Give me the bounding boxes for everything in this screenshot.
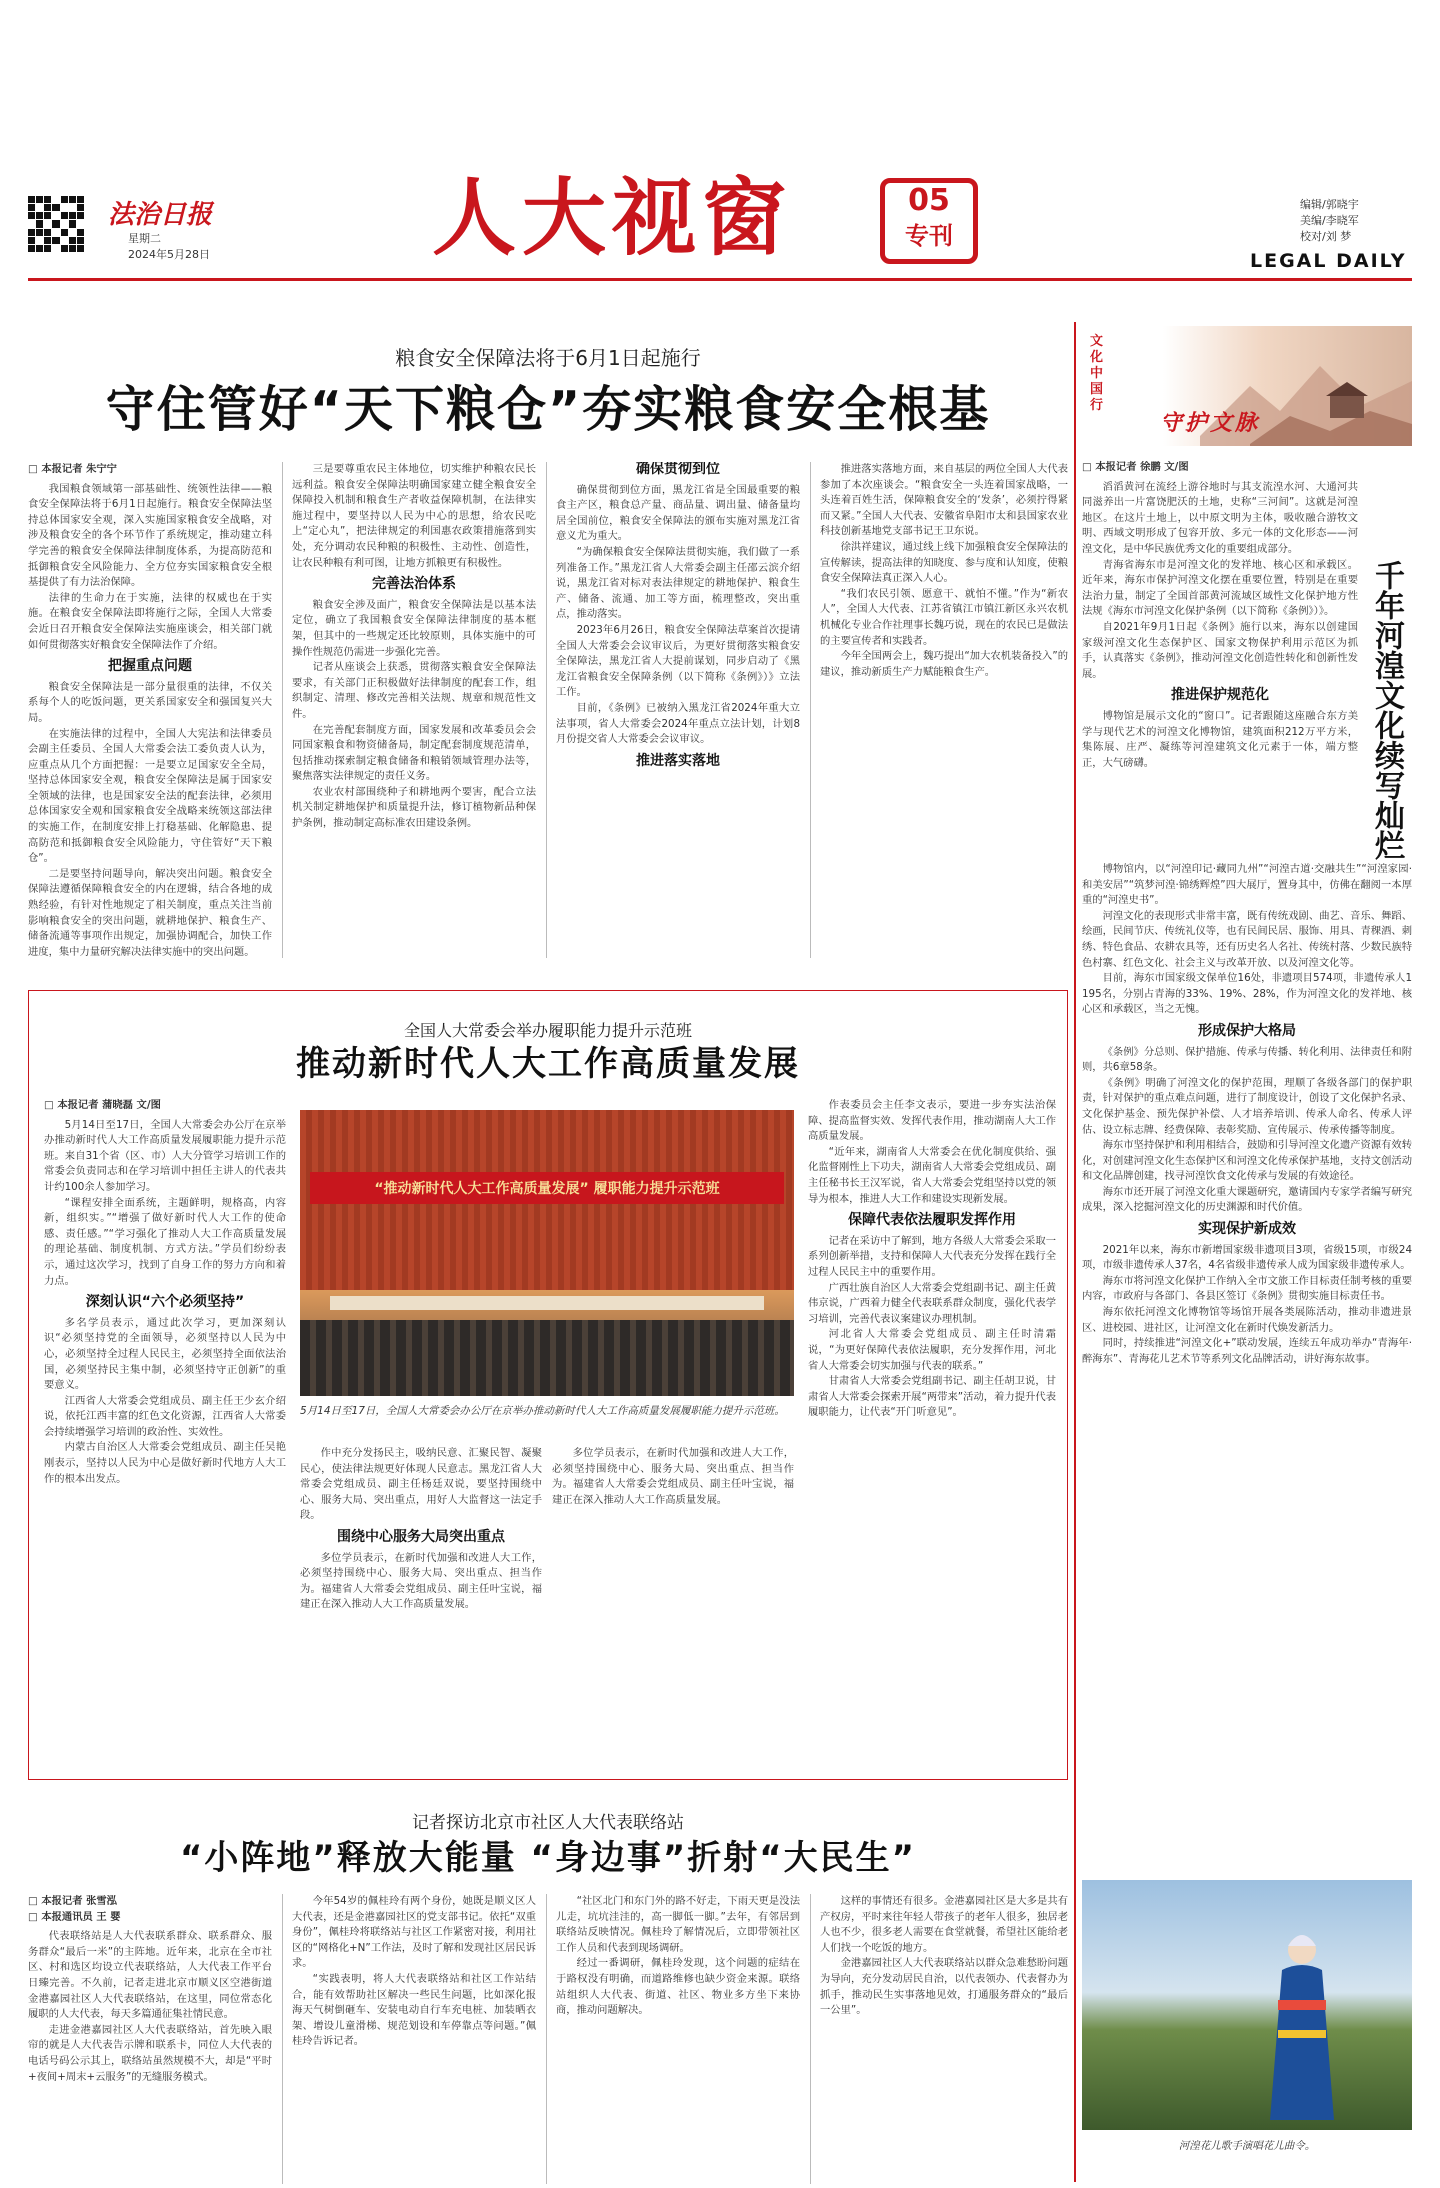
podium-table <box>330 1296 764 1310</box>
article3-subtitle: 记者探访北京市社区人大代表联络站 <box>412 1813 684 1833</box>
article2-byline: □ 本报记者 蒲晓磊 文/图 <box>44 1099 161 1111</box>
sidebar-column-name: 守护文脉 <box>1160 411 1261 436</box>
paragraph: “近年来，湖南省人大常委会在优化制度供给、强化监督刚性上下功夫，湖南省人大常委会党组成员、副主任秘书长王汉军说，省人大常委会党组坚持以党的领导为根本，推进人大工作和建设实现新发展。 <box>808 1145 1056 1205</box>
paragraph: “为确保粮食安全保障法贯彻实施，我们做了一系列准备工作。”黑龙江省人大常委会副主任邵云滨介绍说，黑龙江省对标对表法律规定的耕地保护、粮食生产、储备、流通、加工等方面，梳理整改，突出重点，推动落实。 <box>556 545 800 621</box>
art-credit: 美编/李晓军 <box>1300 214 1359 227</box>
column-divider <box>282 462 283 958</box>
page-number-badge <box>880 178 978 264</box>
paragraph: 2023年6月26日，粮食安全保障法草案首次提请全国人大常委会会议审议后，为更好贯彻落实粮食安全保障法，黑龙江省人大提前谋划，同步启动了《黑龙江省粮食安全保障条例（以下简称《条例》）》立法工作。 <box>556 623 800 699</box>
article2-subtitle: 全国人大常委会举办履职能力提升示范班 <box>403 1021 692 1040</box>
column-divider <box>810 462 811 958</box>
paragraph: 记者在采访中了解到，地方各级人大常委会采取一系列创新举措，支持和保障人大代表充分发挥在践行全过程人民民主中的重要作用。 <box>808 1234 1056 1278</box>
paragraph: 粮食安全涉及面广，粮食安全保障法是以基本法定位，确立了我国粮食安全保障法律制度的基本框架，但其中的一些规定还比较原则，具体实施中的可操作性规范仍需进一步强化完善。 <box>292 598 536 658</box>
paragraph: 海东市还开展了河湟文化重大课题研究，邀请国内专家学者编写研究成果，深入挖掘河湟文化的历史渊源和时代价值。 <box>1082 1185 1412 1214</box>
article1-byline: □ 本报记者 朱宁宁 <box>28 463 117 475</box>
article1-subtitle: 粮食安全保障法将于6月1日起施行 <box>395 346 701 370</box>
paragraph: 确保贯彻到位方面，黑龙江省是全国最重要的粮食主产区，粮食总产量、商品量、调出量、储备量均居全国前位，粮食安全保障法的颁布实施对黑龙江省意义尤为重大。 <box>556 483 800 543</box>
editor-credit: 编辑/郭晓宇 <box>1300 198 1359 211</box>
masthead <box>0 0 1440 290</box>
audience <box>300 1320 794 1396</box>
paragraph: 记者从座谈会上获悉，贯彻落实粮食安全保障法要求，有关部门正积极做好法律制度的配套工作，组织制定、清理、修改完善相关法规、规章和规范性文件。 <box>292 661 536 720</box>
paragraph: 金港嘉园社区人大代表联络站以群众急难愁盼问题为导向，充分发动居民自治，以代表领办、代表督办为抓手，推动民生实事落地见效，打通服务群众的“最后一公里”。 <box>820 1957 1068 2017</box>
issue-date: 2024年5月28日 <box>128 248 210 261</box>
paragraph: 博物馆内，以“河湟印记·藏同九州”“河湟古道·交融共生”“河湟家园·和美安居”“筑梦河湟·锦绣辉煌”四大展厅，置身其中，仿佛在翻阅一本厚重的“河湟史书”。 <box>1082 863 1412 907</box>
paragraph: “我们农民引领、愿意干、就怕不懂。”作为“新农人”，全国人大代表、江苏省镇江市镇江新区永兴农机机械化专业合作社理事长魏巧说，现在的农民已是做法的主要宣传者和实践者。 <box>820 587 1068 647</box>
section-heading: 推进落实落地 <box>636 752 720 769</box>
paragraph: 海东依托河湟文化博物馆等场馆开展各类展陈活动，推动非遗进景区、进校园、进社区，让河湟文化在新时代焕发新活力。 <box>1082 1306 1412 1334</box>
proof-credit: 校对/刘 梦 <box>1300 230 1352 243</box>
sidebar-title: 千年河湟文化续写灿烂 <box>1369 560 1404 860</box>
paragraph: 法律的生命力在于实施，法律的权威也在于实施。在粮食安全保障法即将施行之际，全国人大常委会近日召开粮食安全保障法实施座谈会，相关部门就如何贯彻落实好粮食安全保障法作了介绍。 <box>28 591 272 651</box>
article3-col3 <box>556 1894 800 2184</box>
article2-title: 推动新时代人大工作高质量发展 <box>296 1044 800 1084</box>
article2-col1 <box>44 1098 286 1768</box>
article3-byline2: □ 本报通讯员 王 婴 <box>28 1910 121 1923</box>
paragraph: 多位学员表示，在新时代加强和改进人大工作，必须坚持围绕中心、服务大局、突出重点、担当作为。福建省人大常委会党组成员、副主任叶宝说，福建正在深入推动人大工作高质量发展。 <box>552 1447 794 1506</box>
sidebar-photo-caption: 河湟花儿歌手演唱花儿曲令。 <box>1178 2140 1316 2152</box>
paragraph: 在完善配套制度方面，国家发展和改革委员会会同国家粮食和物资储备局，制定配套制度规范清单，包括推动探索制定粮食储备和粮销领域管理办法等，聚焦落实法律规定的责任义务。 <box>292 723 536 783</box>
sidebar-divider <box>1074 322 1076 2182</box>
column-divider <box>546 462 547 958</box>
article2-col3 <box>552 1446 794 1768</box>
sidebar-photo <box>1082 1880 1412 2130</box>
meeting-banner: “推动新时代人大工作高质量发展” 履职能力提升示范班 <box>310 1172 784 1204</box>
qr-code-icon <box>28 196 84 252</box>
paragraph: 我国粮食领域第一部基础性、统领性法律——粮食安全保障法将于6月1日起施行。粮食安全保障法坚持总体国家安全观，深入实施国家粮食安全战略，对涉及粮食安全的各个环节作了系统规定，推动建立科学完善的粮食安全保障法律制度体系，为提高防范和抵御粮食安全风险能力、全方位夯实国家粮食安全根基提供了有力法治保障。 <box>28 482 272 589</box>
paragraph: 作表委员会主任李文表示，要进一步夯实法治保障、提高监督实效、发挥代表作用，推动湖南人大工作高质量发展。 <box>808 1099 1056 1143</box>
paragraph: 目前，《条例》已被纳入黑龙江省2024年重大立法事项，省人大常委会2024年重点立法计划，计划8月份提交省人大常委会会议审议。 <box>556 701 800 746</box>
paragraph: 海东市坚持保护和利用相结合，鼓励和引导河湟文化遗产资源有效转化，对创建河湟文化生态保护区和河湟文化传承保护基地，支持文创活动和文化品牌创建，找寻河湟饮食文化传承与发展的有效途径。 <box>1082 1139 1412 1183</box>
section-heading: 形成保护大格局 <box>1198 1022 1296 1039</box>
paragraph: 徐洪祥建议，通过线上线下加强粮食安全保障法的宣传解读，提高法律的知晓度、参与度和认知度，使粮食安全保障法真正深入人心。 <box>820 540 1068 585</box>
paragraph: 三是要尊重农民主体地位，切实维护种粮农民长远利益。粮食安全保障法明确国家建立健全粮食安全保障投入机制和粮食生产者收益保障机制，在法律实施过程中，要坚持以人民为中心的思想，给农民吃上“定心丸”，把法律规定的利国惠农政策措施落到实处，充分调动农民种粮的积极性、主动性、创造性，让农民种粮有利可图，让地方抓粮更有积极性。 <box>292 463 536 569</box>
paragraph: 目前，海东市国家级文保单位16处，非遗项目574项，非遗传承人1195名，分别占青海的33%、19%、28%，作为河湟文化的发祥地、核心区和承载区，当之无愧。 <box>1082 972 1412 1016</box>
section-title: 人大视窗 <box>432 169 793 267</box>
masthead-rule <box>28 278 1412 281</box>
paragraph: 《条例》明确了河湟文化的保护范围，理顺了各级各部门的保护职责，针对保护的重点难点问题，进行了制度设计，创设了文化保护名录、文化保护基金、预先保护补偿、人才培养培训、传承人命名、传承人评估、设立标志牌、经费保障、表彰奖励、宣传展示、传承传播等制度。 <box>1082 1076 1412 1136</box>
article1-title: 守住管好“天下粮仓”夯实粮食安全根基 <box>105 381 991 438</box>
paragraph: “社区北门和东门外的路不好走，下雨天更是没法儿走，坑坑洼洼的，高一脚低一脚。”去年，有邻居到联络站反映情况。佩桂玲了解情况后，立即带领社区工作人员和代表到现场调研。 <box>556 1895 800 1954</box>
sidebar-byline: □ 本报记者 徐鹏 文/图 <box>1082 461 1189 473</box>
section-heading: 确保贯彻到位 <box>636 462 720 477</box>
paragraph: 走进金港嘉园社区人大代表联络站，首先映入眼帘的就是人大代表告示牌和联系卡，同位人大代表的电话号码公示其上，联络站虽然规模不大，却是“平时+夜间+周末+云服务”的无缝服务模式。 <box>28 2023 272 2083</box>
paragraph: 博物馆是展示文化的“窗口”。记者跟随这座融合东方美学与现代艺术的河湟文化博物馆，建筑面积212万平方米，集陈展、庄严、凝练等河湟建筑文化元素于一体，端方整正，大气磅礴。 <box>1082 709 1358 769</box>
sidebar-banner <box>1080 326 1412 446</box>
article3-col1 <box>28 1894 272 2184</box>
paragraph: 今年54岁的佩桂玲有两个身份，她既是顺义区人大代表，还是金港嘉园社区的党支部书记。依托“双重身份”，佩桂玲将联络站与社区工作紧密对接，利用社区的“网格化+N”工作法，及时了解和发现社区居民诉求。 <box>292 1895 536 1970</box>
paragraph: 推进落实落地方面，来自基层的两位全国人大代表参加了本次座谈会。“粮食安全一头连着国家战略，一头连着百姓生活，保障粮食安全的‘发条’，必须拧得紧而又紧。”全国人大代表、安徽省阜阳市太和县国家农业科技创新基地党支部书记王卫东说。 <box>820 463 1068 538</box>
column-divider <box>546 1894 547 2184</box>
article3-byline1: □ 本报记者 张雪泓 <box>28 1895 117 1907</box>
section-heading: 推进保护规范化 <box>1171 687 1269 704</box>
paragraph: 海东市将河湟文化保护工作纳入全市文旅工作目标责任制考核的重要内容，市政府与各部门、各县区签订《条例》贯彻实施目标责任书。 <box>1082 1274 1412 1303</box>
sidebar-badge: 文化中国行 <box>1090 334 1104 413</box>
paragraph: 在实施法律的过程中，全国人大宪法和法律委员会副主任委员、全国人大常委会法工委负责人认为，应重点从几个方面把握：一是要立足国家安全全局，坚持总体国家安全观，粮食安全保障法是属于国家安全领域的法律，也是国家安全法的配套法律，必须用总体国家安全观和国家粮食安全战略来统领这部法律的实施工作，在制度安排上打稳基础、化解隐患、提高防范和抵御粮食安全风险能力，守住管好“天下粮仓”。 <box>28 727 272 865</box>
issue-weekday: 星期二 <box>128 232 161 245</box>
paragraph: 多位学员表示，在新时代加强和改进人大工作，必须坚持围绕中心、服务大局、突出重点、担当作为。福建省人大常委会党组成员、副主任叶宝说，福建正在深入推动人大工作高质量发展。 <box>300 1551 542 1611</box>
paragraph: 自2021年9月1日起《条例》施行以来，海东以创建国家级河湟文化生态保护区、国家文物保护利用示范区为抓手，认真落实《条例》，推动河湟文化创造性转化和创新性发展。 <box>1082 620 1358 680</box>
paragraph: 滔滔黄河在流经上游谷地时与其支流湟水河、大通河共同滋养出一片富饶肥沃的土地，史称“三河间”。这就是河湟地区。在这片土地上，以中原文明为主体，吸收融合游牧文明、西域文明形成了包容开放、多元一体的文化形态——河湟文化，是中华民族优秀文化的重要组成部分。 <box>1082 480 1358 555</box>
paragraph: “实践表明，将人大代表联络站和社区工作站结合，能有效帮助社区解决一些民生问题，比如深化报海天气树倒砸车、安装电动自行车充电桩、加装晒衣架、增设儿童滑梯、规范划设和车停靠点等问题。”佩桂玲告诉记者。 <box>292 1972 536 2048</box>
column-divider <box>282 1894 283 2184</box>
paragraph: 2021年以来，海东市新增国家级非遗项目3项，省级15项，市级24项，市级非遗传承人37名，4名省级非遗传承人成为国家级非遗传承人。 <box>1082 1243 1412 1272</box>
paragraph: 同时，持续推进“河湟文化+”联动发展，连续五年成功举办“青海年·醉海东”、青海花儿艺术节等系列文化品牌活动，讲好海东故事。 <box>1082 1337 1412 1365</box>
paragraph: 内蒙古自治区人大常委会党组成员、副主任吴艳刚表示，坚持以人民为中心是做好新时代地方人大工作的根本出发点。 <box>44 1441 286 1485</box>
paragraph: 青海省海东市是河湟文化的发祥地、核心区和承载区。近年来，海东市保护河湟文化摆在重要位置，特别是在重要法治力量，制定了全国首部黄河流域区域性文化保护地方性法规《海东市河湟文化保护条例（以下简称《条例》）》。 <box>1082 558 1358 618</box>
paragraph: 5月14日至17日，全国人大常委会办公厅在京举办推动新时代人大工作高质量发展履职能力提升示范班。来自31个省（区、市）人大分管学习培训工作的常委会负责同志和在学习培训中担任主讲人的代表共计约100余人参加学习。 <box>44 1118 286 1193</box>
singer-figure-icon <box>1082 1880 1412 2130</box>
newspaper-brand: 法治日报 <box>108 200 213 230</box>
sidebar-col-a <box>1082 460 1358 860</box>
paragraph: 甘肃省人大常委会党组副书记、副主任胡卫说，甘肃省人大常委会探索开展“两带来”活动，着力提升代表履职能力，让代表“开门听意见”。 <box>808 1375 1056 1419</box>
article1-col1 <box>28 462 272 958</box>
english-logo: LEGAL DAILY <box>1250 250 1407 272</box>
article1-col2 <box>292 462 536 958</box>
article1-col3 <box>556 462 800 958</box>
column-divider <box>810 1894 811 2184</box>
article3-col4 <box>820 1894 1068 2184</box>
section-heading: 实现保护新成效 <box>1198 1221 1296 1238</box>
paragraph: 这样的事情还有很多。金港嘉园社区是大多是共有产权房，平时来往年轻人带孩子的老年人很多，独居老人也不少，很多老人需要在食堂就餐，希望社区能给老人们找一个吃饭的地方。 <box>820 1895 1068 1954</box>
paragraph: 粮食安全保障法是一部分量很重的法律，不仅关系每个人的吃饭问题，更关系国家安全和强国复兴大局。 <box>28 680 272 724</box>
article3-title: “小阵地”释放大能量 “身边事”折射“大民生” <box>180 1838 916 1878</box>
section-heading: 保障代表依法履职发挥作用 <box>848 1212 1016 1229</box>
article3-col2 <box>292 1894 536 2184</box>
sidebar-col-b <box>1082 862 1412 1872</box>
paragraph: 经过一番调研，佩桂玲发现，这个问题的症结在于路权没有明确，而道路维修也缺少资金来源。联络站组织人大代表、街道、社区、物业多方坐下来协商，推动问题解决。 <box>556 1957 800 2017</box>
article2-col2 <box>300 1446 542 1768</box>
paragraph: 多名学员表示，通过此次学习，更加深刻认识“必须坚持党的全面领导，必须坚持以人民为中心，必须坚持全过程人民民主，必须坚持全面依法治国，必须坚持民主集中制，必须坚持守正创新”的重要意义。 <box>44 1316 286 1392</box>
section-heading: 围绕中心服务大局突出重点 <box>337 1528 505 1545</box>
page-number: 05 <box>908 183 950 218</box>
paragraph: 《条例》分总则、保护措施、传承与传播、转化利用、法律责任和附则，共6章58条。 <box>1082 1045 1412 1074</box>
section-heading: 完善法治体系 <box>372 576 456 593</box>
paragraph: 农业农村部围绕种子和耕地两个要害，配合立法机关制定耕地保护和质量提升法，修订植物新品种保护条例，推动制定高标准农田建设条例。 <box>292 785 536 830</box>
paragraph: 江西省人大常委会党组成员、副主任王少玄介绍说，依托江西丰富的红色文化资源，江西省人大常委会持续增强学习培训的政治性、实效性。 <box>44 1394 286 1438</box>
paragraph: 代表联络站是人大代表联系群众、联系群众、服务群众“最后一米”的主阵地。近年来，北京在全市社区、村和选区均设立代表联络站，人大代表工作平台日臻完善。不久前，记者走进北京市顺义区空港街道金港嘉园社区人大代表联络站，在这里，同位常态化履职的人大代表，每天多篇通征集社情民意。 <box>28 1930 272 2021</box>
article1-col4 <box>820 462 1068 958</box>
paragraph: “课程安排全面系统，主题鲜明，规格高，内容新，组织实。”“增强了做好新时代人大工作的使命感、责任感。”“学习强化了推动人大工作高质量发展的理论基础、制度机制、方式方法。”学员们纷纷表示，通过这次学习，找到了自身工作的努力方向和着力点。 <box>44 1196 286 1287</box>
paragraph: 二是要坚持问题导向，解决突出问题。粮食安全保障法遵循保障粮食安全的内在逻辑，结合各地的成熟经验，有针对性地规定了相关制度，重点关注当前影响粮食安全的突出问题，就耕地保护、粮食生产、储备流通等事项作出规定，加强协调配合，加快工作进度，集中力量研究解决法律实施中的突出问题。 <box>28 867 272 958</box>
meeting-photo <box>300 1110 794 1396</box>
page-tag: 专刊 <box>905 222 953 250</box>
paragraph: 作中充分发扬民主，吸纳民意、汇聚民智、凝聚民心，使法律法规更好体现人民意志。黑龙江省人大常委会党组成员、副主任杨廷双说，要坚持围绕中心、服务大局、突出重点，用好人大监督这一法定手段。 <box>300 1447 542 1522</box>
meeting-photo-caption: 5月14日至17日，全国人大常委会办公厅在京举办推动新时代人大工作高质量发展履职能力提升示范班。 <box>300 1405 785 1417</box>
paragraph: 河湟文化的表现形式非常丰富，既有传统戏剧、曲艺、音乐、舞蹈、绘画，民间节庆、传统礼仪等，也有民间民居、服饰、用具、青稞酒、刺绣、特色食品、农耕农具等，还有历史名人名社、传统村落、少数民族特色村寨、红色文化、社会主义与改革开放、以及河湟文化等。 <box>1082 909 1412 969</box>
article2-col4 <box>808 1098 1056 1768</box>
paragraph: 广西壮族自治区人大常委会党组副书记、副主任黄伟京说，广西着力健全代表联系群众制度，强化代表学习培训，完善代表议案建议办理机制。 <box>808 1281 1056 1325</box>
paragraph: 今年全国两会上，魏巧提出“加大农机装备投入”的建议，推动新质生产力赋能粮食生产。 <box>820 650 1068 678</box>
section-heading: 深刻认识“六个必须坚持” <box>85 1294 245 1311</box>
paragraph: 河北省人大常委会党组成员、副主任时清霜说，“为更好保障代表依法履职，充分发挥作用，河北省人大常委会切实加强与代表的联系。” <box>808 1328 1056 1372</box>
section-heading: 把握重点问题 <box>108 658 192 675</box>
